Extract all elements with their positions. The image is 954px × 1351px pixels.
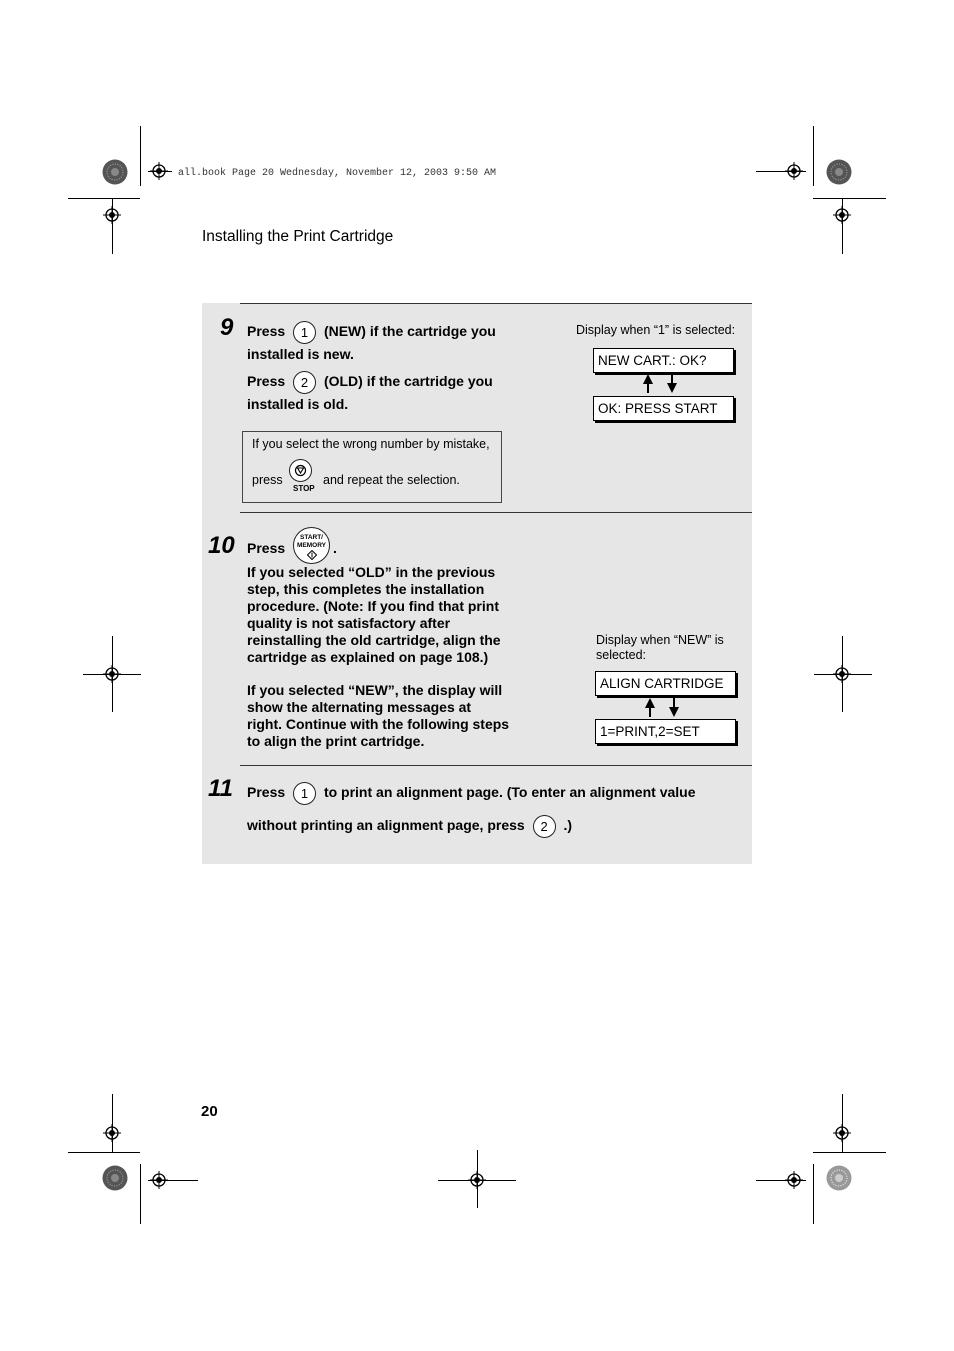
lcd-display: NEW CART.: OK? [593, 348, 734, 373]
color-target-icon [826, 1165, 852, 1191]
note-line1: If you select the wrong number by mistake, [252, 437, 490, 451]
step10-para2: If you selected “NEW”, the display will show the alternating messages at right. Continue with the following steps to align the print cartridge. [247, 682, 510, 749]
registration-mark-icon [103, 206, 121, 224]
arrow-down-icon [671, 374, 673, 391]
section-title: Installing the Print Cartridge [202, 228, 394, 245]
key-1-icon: 1 [293, 321, 316, 344]
stop-label: STOP [293, 484, 315, 493]
page-number: 20 [201, 1103, 218, 1120]
divider [240, 765, 752, 766]
arrow-up-icon [649, 700, 651, 717]
step-number-9: 9 [220, 314, 234, 341]
registration-mark-icon [103, 1124, 121, 1142]
start-memory-button-icon: START/ MEMORY [293, 527, 330, 564]
print-info-line: all.book Page 20 Wednesday, November 12, 2003 9:50 AM [178, 168, 497, 179]
step9-line1-cont: installed is new. [247, 346, 354, 362]
registration-mark-icon [785, 162, 803, 180]
step10-para1: If you selected “OLD” in the previous step, this completes the installation procedure. (Note: If you find that print quality is not satisfactory after reinstalling the old cartridge, align the cartridge as explained on page 108.) [247, 564, 501, 665]
step-number-10: 10 [208, 532, 235, 559]
display-caption-2: Display when “NEW” is selected: [596, 633, 724, 662]
step9-line1: Press 1 (NEW) if the cartridge you [247, 321, 496, 344]
divider [240, 512, 752, 513]
display-caption-1: Display when “1” is selected: [576, 323, 736, 337]
step11-line1: Press 1 to print an alignment page. (To enter an alignment value [247, 782, 696, 805]
color-target-icon [102, 159, 128, 185]
color-target-icon [826, 159, 852, 185]
divider [240, 303, 752, 304]
step-number-11: 11 [208, 775, 233, 802]
step10-press: Press [247, 540, 286, 556]
arrow-up-icon [647, 376, 649, 393]
step11-line2: without printing an alignment page, press 2 .) [247, 815, 572, 838]
step9-line2: Press 2 (OLD) if the cartridge you [247, 371, 493, 394]
stop-button-icon [289, 459, 312, 482]
lcd-display: ALIGN CARTRIDGE [595, 671, 736, 696]
registration-mark-icon [833, 206, 851, 224]
key-1-icon: 1 [293, 782, 316, 805]
registration-mark-icon [468, 1171, 486, 1189]
key-2-icon: 2 [293, 371, 316, 394]
note-press: press [252, 473, 283, 487]
color-target-icon [102, 1165, 128, 1191]
registration-mark-icon [833, 1124, 851, 1142]
key-2-icon: 2 [533, 815, 556, 838]
registration-mark-icon [150, 1171, 168, 1189]
note-rest: and repeat the selection. [323, 473, 460, 487]
arrow-down-icon [673, 698, 675, 715]
registration-mark-icon [785, 1171, 803, 1189]
start-symbol-icon [307, 550, 317, 560]
lcd-display: OK: PRESS START [593, 396, 734, 421]
step9-line2-cont: installed is old. [247, 396, 349, 412]
step10-period: . [333, 540, 337, 556]
registration-mark-icon [103, 665, 121, 683]
stop-symbol-icon [290, 460, 311, 481]
lcd-display: 1=PRINT,2=SET [595, 719, 736, 744]
registration-mark-icon [150, 162, 168, 180]
registration-mark-icon [833, 665, 851, 683]
